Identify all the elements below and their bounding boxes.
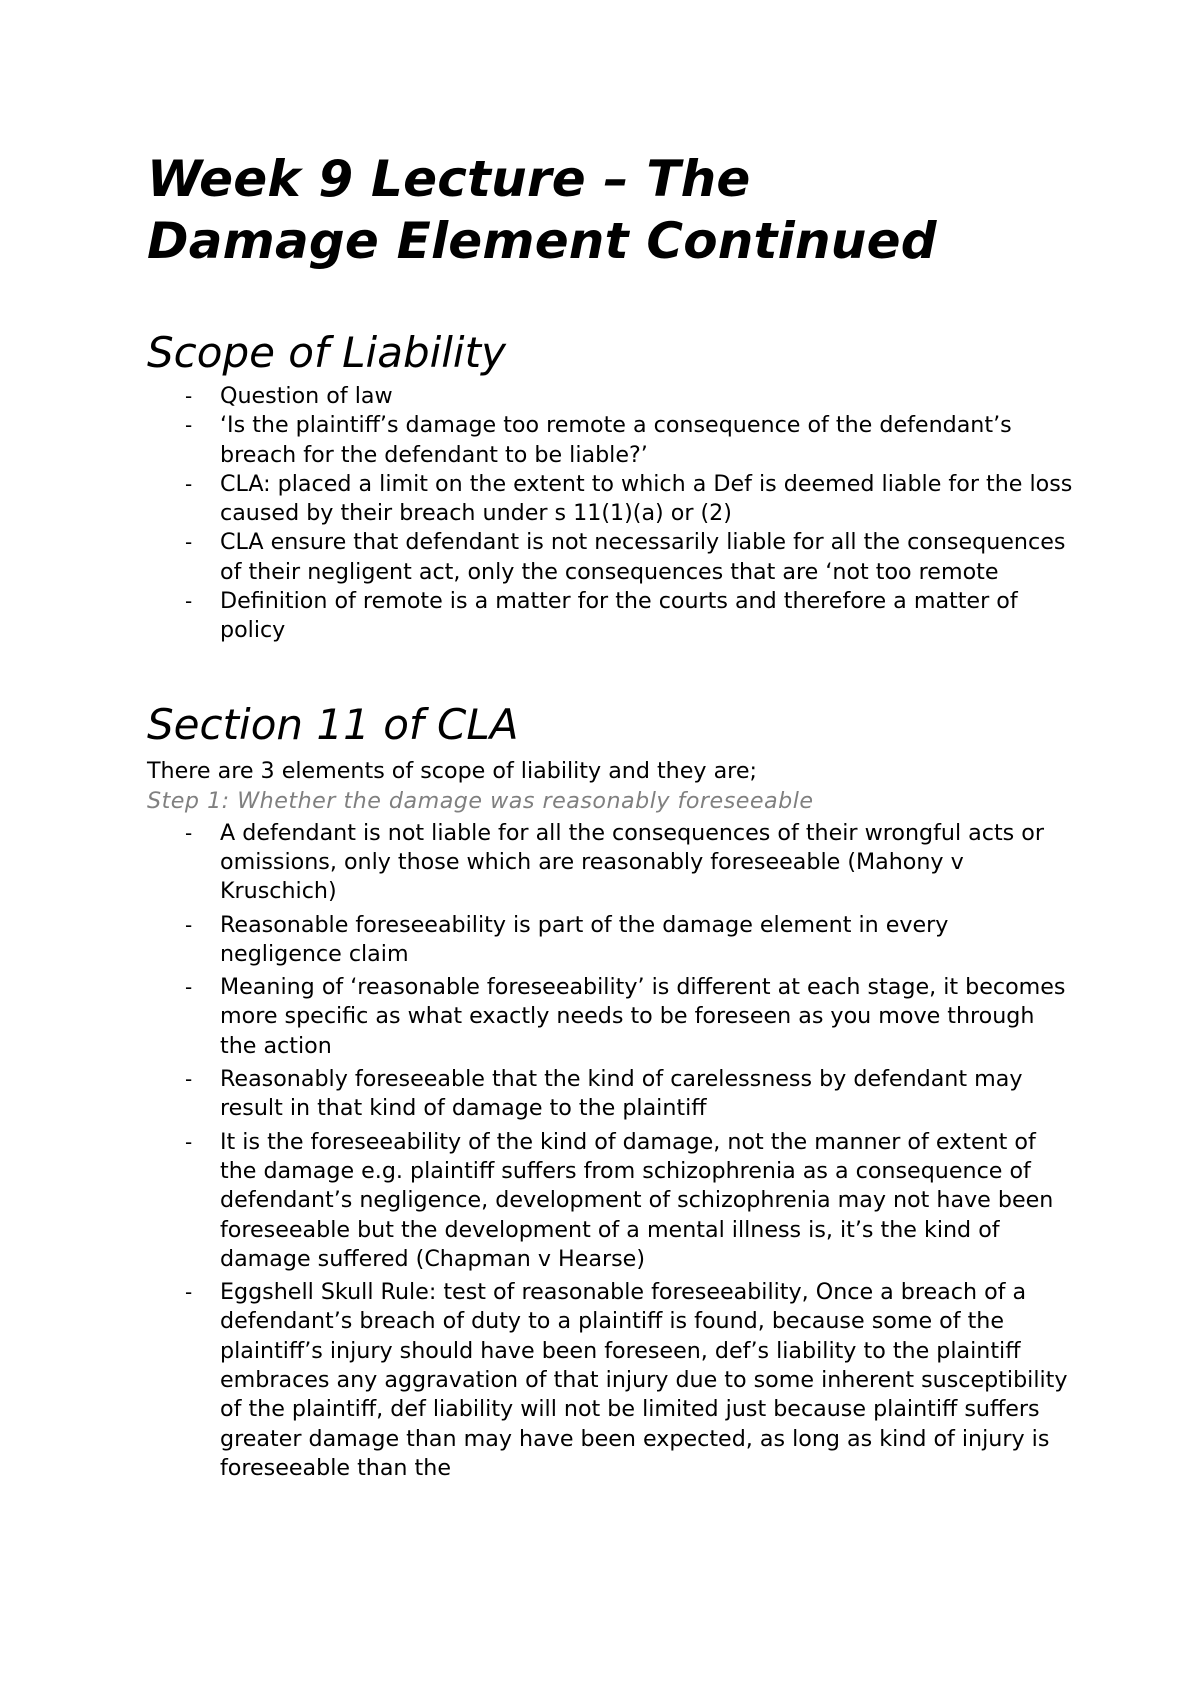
- list-item: [185, 1128, 1077, 1274]
- bullet-dash: -: [185, 820, 193, 845]
- bullet-dash: -: [185, 384, 193, 408]
- bullet-dash: -: [185, 471, 193, 496]
- list-item-text: Reasonably foreseeable that the kind of carelessness by defendant may result in that kind of damage to the plaintiff: [220, 1066, 1023, 1122]
- bullet-dash: -: [185, 1129, 193, 1154]
- bullet-dash: -: [185, 530, 193, 555]
- scope-bullet-list: [147, 382, 1077, 646]
- bullet-dash: -: [185, 975, 193, 1000]
- section-11-intro: There are 3 elements of scope of liability and they are;: [147, 757, 757, 784]
- step-1-bullet-list: [147, 819, 1077, 1484]
- list-item: [185, 819, 1077, 907]
- list-item-text: CLA ensure that defendant is not necessarily liable for all the consequences of their negligent act, only the consequences that are ‘not too remote: [220, 529, 1066, 585]
- bullet-dash: -: [185, 1067, 193, 1092]
- list-item: [185, 528, 1077, 587]
- list-item-text: Question of law: [220, 383, 393, 409]
- list-item: [185, 1065, 1077, 1124]
- list-item: [185, 1278, 1077, 1483]
- bullet-dash: -: [185, 589, 193, 614]
- list-item-text: CLA: placed a limit on the extent to which a Def is deemed liable for the loss caused by their breach under s 11(1)(a) or (2): [220, 470, 1073, 527]
- document-title: [147, 148, 1077, 272]
- list-item: [185, 470, 1077, 529]
- list-item-text: Eggshell Skull Rule: test of reasonable foreseeability, Once a breach of a defendant’s breach of duty to a plaintiff is found, because some of the plaintiff’s injury should have been foreseen, def’s liability to the plaintiff embraces any aggravation of that injury due to some inherent susceptibility of the plaintiff, def liability will not be limited just because plaintiff suffers greater damage than may have been expected, as long as kind of injury is foreseeable than the: [220, 1279, 1068, 1481]
- list-item-text: It is the foreseeability of the kind of damage, not the manner of extent of the damage e.g. plaintiff suffers from schizophrenia as a consequence of defendant’s negligence, development of schizophrenia may not have been foreseeable but the development of a mental illness is, it’s the kind of damage suffered (Chapman v Hearse): [220, 1128, 1054, 1272]
- section-11-heading: Section 11 of CLA: [147, 699, 519, 749]
- list-item-text: ‘Is the plaintiff’s damage too remote a consequence of the defendant’s breach for the defendant to be liable?’: [220, 412, 1012, 468]
- bullet-dash: -: [185, 912, 193, 937]
- list-item: [185, 911, 1077, 970]
- bullet-dash: -: [185, 413, 193, 438]
- list-item-text: Definition of remote is a matter for the courts and therefore a matter of policy: [220, 588, 1018, 644]
- step-1-subheading: Step 1: Whether the damage was reasonably foreseeable: [147, 787, 814, 814]
- list-item: [185, 411, 1077, 470]
- title-line-1: Week 9 Lecture – The: [147, 150, 751, 208]
- list-item-text: A defendant is not liable for all the consequences of their wrongful acts or omissions, only those which are reasonably foreseeable (Mahony v Kruschich): [220, 819, 1044, 905]
- list-item-text: Meaning of ‘reasonable foreseeability’ is different at each stage, it becomes more specific as what exactly needs to be foreseen as you move through the action: [220, 974, 1066, 1059]
- list-item: [185, 587, 1077, 646]
- bullet-dash: -: [185, 1280, 193, 1305]
- list-item: [185, 382, 1077, 411]
- title-line-2: Damage Element Continued: [147, 212, 937, 270]
- list-item-text: Reasonable foreseeability is part of the damage element in every negligence claim: [220, 911, 949, 967]
- list-item: [185, 973, 1077, 1061]
- document-page: [147, 148, 1077, 1487]
- scope-of-liability-heading: Scope of Liability: [147, 328, 506, 377]
